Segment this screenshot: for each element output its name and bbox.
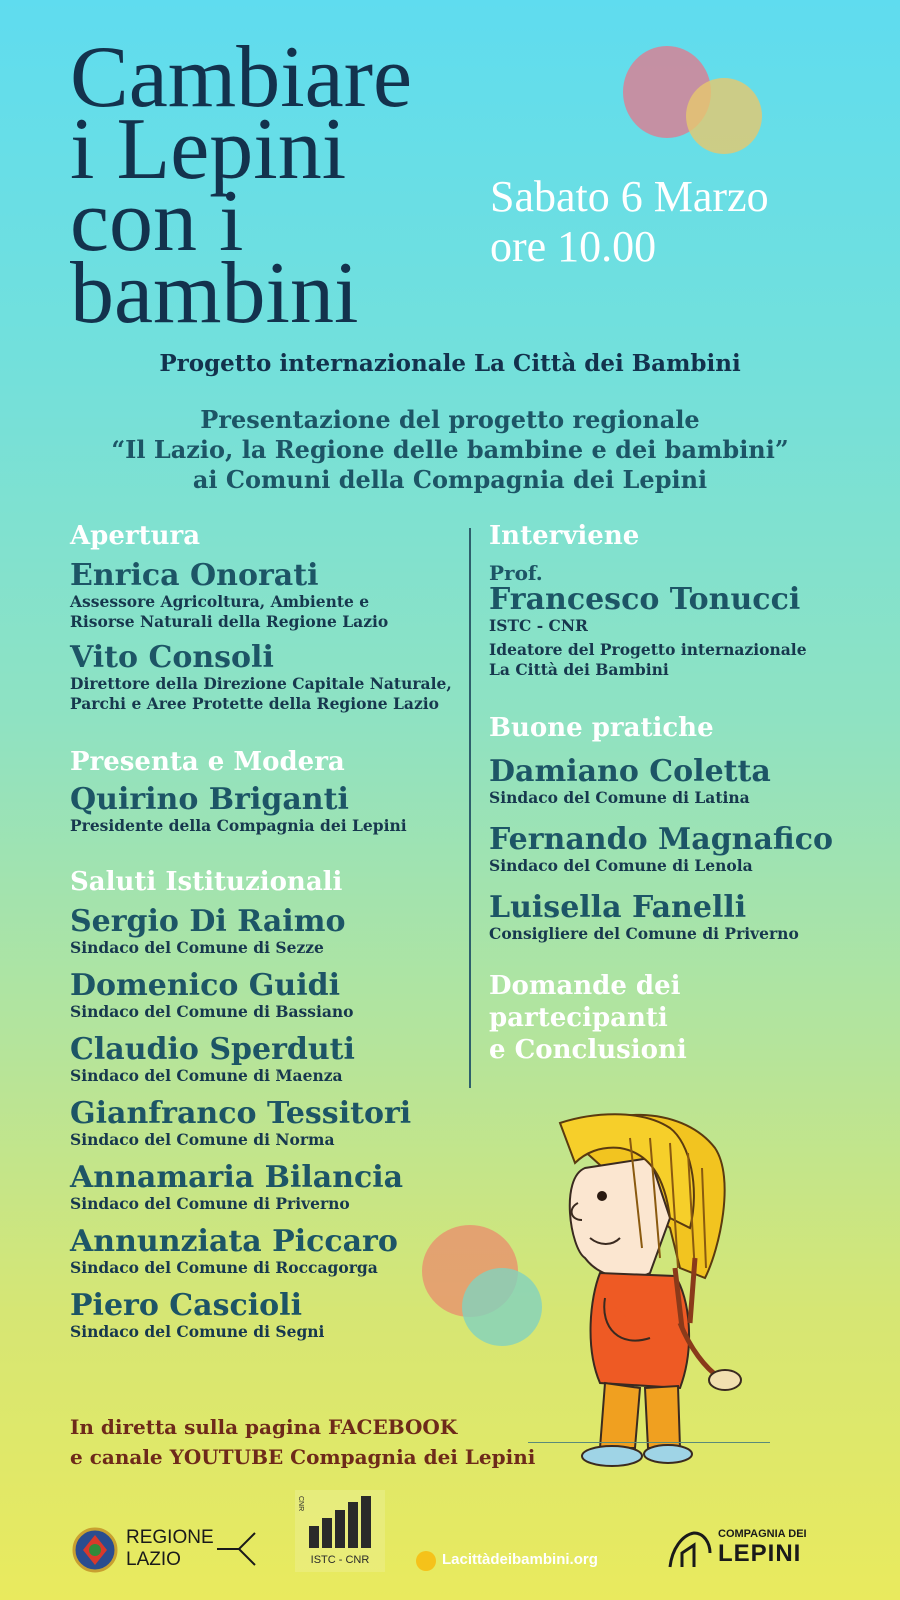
title-line: bambini — [70, 245, 359, 342]
citta-url: Lacittàdeibambini.org — [442, 1551, 598, 1568]
speaker-role: Sindaco del Comune di Bassiano — [70, 1002, 354, 1021]
live-line: e canale YOUTUBE Compagnia dei Lepini — [70, 1445, 536, 1469]
section-heading-buone-pratiche: Buone pratiche — [489, 713, 714, 743]
speaker — [489, 824, 869, 876]
speaker-name: Francesco Tonucci — [489, 582, 801, 617]
speaker-role: Sindaco del Comune di Maenza — [70, 1066, 343, 1085]
speaker-name: Claudio Sperduti — [70, 1032, 355, 1067]
speaker-name: Annunziata Piccaro — [70, 1224, 398, 1259]
speaker-role: Sindaco del Comune di Sezze — [70, 938, 324, 957]
istc-vertical-label: CNR — [297, 1496, 304, 1512]
speaker-title: Prof. — [489, 561, 543, 585]
title-line: con i — [70, 173, 244, 270]
event-time: ore 10.00 — [490, 222, 657, 271]
speaker-role: Sindaco del Comune di Priverno — [70, 1194, 350, 1213]
speaker-name: Annamaria Bilancia — [70, 1160, 404, 1195]
istc-cnr-emblem-icon — [309, 1496, 371, 1548]
compagnia-lepini-logo — [668, 1525, 828, 1571]
speaker-role: Consigliere del Comune di Priverno — [489, 924, 799, 943]
live-stream-note — [70, 1412, 535, 1472]
event-title — [70, 29, 413, 342]
speaker-role: Sindaco del Comune di Roccagorga — [70, 1258, 378, 1277]
regione-lazio-emblem-icon — [72, 1527, 118, 1573]
speaker — [70, 1290, 465, 1342]
event-datetime — [490, 172, 769, 272]
presentation-line: “Il Lazio, la Regione delle bambine e dei bambini” — [111, 435, 789, 464]
section-heading-apertura: Apertura — [70, 521, 201, 551]
speaker-name: Quirino Briganti — [70, 782, 349, 817]
speaker — [70, 642, 465, 714]
speaker-role: Direttore della Direzione Capitale Naturale, — [70, 674, 452, 693]
speaker-role: Sindaco del Comune di Lenola — [489, 856, 753, 875]
speaker — [70, 1098, 465, 1150]
column-divider — [469, 528, 471, 1088]
speaker — [70, 1034, 465, 1086]
speaker-role: Parchi e Aree Protette della Regione Lazio — [70, 694, 439, 713]
speaker-role: Ideatore del Progetto internazionale — [489, 640, 807, 659]
decor-circle-yellow — [686, 78, 762, 154]
presentation-text — [0, 405, 900, 495]
speaker-name: Sergio Di Raimo — [70, 904, 346, 939]
speaker-role: Presidente della Compagnia dei Lepini — [70, 816, 407, 835]
closing-line: Domande dei — [489, 971, 681, 1001]
regione-lazio-graphic-icon — [217, 1529, 257, 1569]
speaker-role: La Città dei Bambini — [489, 660, 669, 679]
speaker-role: Assessore Agricoltura, Ambiente e — [70, 592, 370, 611]
sun-icon — [414, 1549, 438, 1573]
speaker-name: Fernando Magnafico — [489, 822, 834, 857]
speaker — [70, 560, 465, 632]
speaker — [489, 562, 869, 680]
closing-section — [489, 970, 869, 1066]
speaker-name: Piero Cascioli — [70, 1288, 302, 1323]
speaker — [70, 784, 465, 836]
section-heading-saluti: Saluti Istituzionali — [70, 867, 343, 897]
speaker-name: Enrica Onorati — [70, 558, 319, 593]
speaker-name: Damiano Coletta — [489, 754, 771, 789]
section-heading-presenta: Presenta e Modera — [70, 747, 345, 777]
istc-cnr-logo — [295, 1490, 385, 1572]
regione-line1: REGIONE — [126, 1527, 214, 1548]
speaker — [70, 970, 465, 1022]
title-line: Cambiare — [70, 29, 413, 126]
program-left-column — [70, 520, 465, 1342]
istc-caption: ISTC - CNR — [310, 1554, 370, 1566]
regione-line2: LAZIO — [126, 1549, 181, 1570]
speaker-name: Gianfranco Tessitori — [70, 1096, 412, 1131]
presentation-line: ai Comuni della Compagnia dei Lepini — [192, 465, 708, 494]
speaker-name: Vito Consoli — [70, 640, 274, 675]
speaker — [489, 892, 869, 944]
closing-line: partecipanti — [489, 1003, 668, 1033]
speaker — [70, 1162, 465, 1214]
speaker-role: Sindaco del Comune di Segni — [70, 1322, 325, 1341]
speaker-role: Sindaco del Comune di Latina — [489, 788, 750, 807]
lepini-line2: LEPINI — [718, 1540, 802, 1567]
speaker-role: Sindaco del Comune di Norma — [70, 1130, 335, 1149]
live-line: In diretta sulla pagina FACEBOOK — [70, 1415, 458, 1439]
program-right-column — [489, 520, 869, 1066]
speaker — [70, 906, 465, 958]
speaker — [489, 756, 869, 808]
closing-line: e Conclusioni — [489, 1035, 687, 1065]
speaker-role: Risorse Naturali della Regione Lazio — [70, 612, 389, 631]
child-with-slingshot-illustration — [530, 1108, 780, 1488]
lepini-line1: COMPAGNIA DEI — [718, 1528, 807, 1540]
speaker — [70, 1226, 465, 1278]
lepini-mountain-icon — [668, 1529, 712, 1569]
regione-lazio-logo — [72, 1525, 257, 1573]
ground-line — [528, 1442, 770, 1443]
event-date: Sabato 6 Marzo — [490, 172, 769, 221]
presentation-line: Presentazione del progetto regionale — [200, 405, 700, 434]
speaker-name: Luisella Fanelli — [489, 890, 747, 925]
speaker-role: ISTC - CNR — [489, 616, 588, 635]
project-line: Progetto internazionale La Città dei Bambini — [159, 350, 741, 377]
speaker-name: Domenico Guidi — [70, 968, 340, 1003]
citta-bambini-logo — [414, 1548, 634, 1574]
section-heading-interviene: Interviene — [489, 521, 640, 551]
title-line: i Lepini — [70, 101, 347, 198]
